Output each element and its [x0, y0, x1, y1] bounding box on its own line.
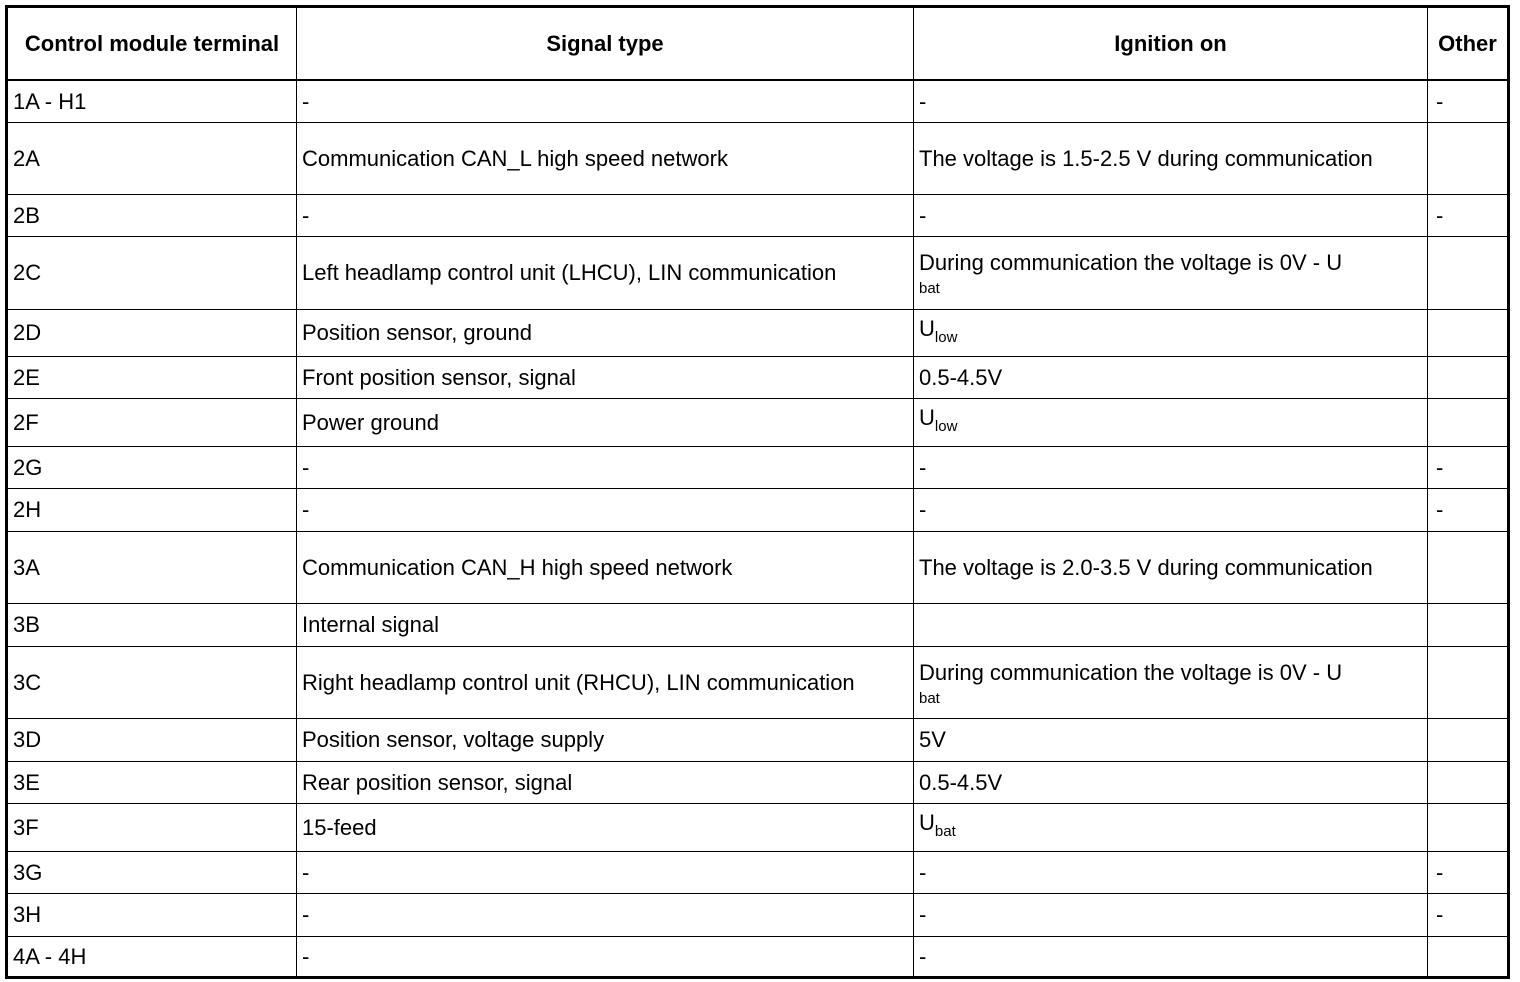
cell-ignition-on: -: [914, 851, 1428, 893]
cell-terminal: 2B: [7, 194, 297, 236]
cell-other: -: [1428, 80, 1509, 122]
cell-ignition-on: [914, 309, 1428, 356]
table-row: [7, 851, 1509, 893]
cell-other: [1428, 356, 1509, 398]
cell-ignition-on: 0.5-4.5V: [914, 761, 1428, 803]
terminal-table: [5, 5, 1510, 979]
cell-ignition-on: 5V: [914, 718, 1428, 761]
cell-other: [1428, 236, 1509, 309]
cell-other: [1428, 531, 1509, 603]
cell-other: [1428, 398, 1509, 446]
table-row: [7, 531, 1509, 603]
cell-signal-type: -: [297, 893, 914, 936]
cell-ignition-on: The voltage is 2.0-3.5 V during communication: [914, 531, 1428, 603]
table-row: [7, 398, 1509, 446]
ignition-value: During communication the voltage is 0V - U: [919, 250, 1343, 275]
cell-terminal: 3G: [7, 851, 297, 893]
cell-signal-type: -: [297, 446, 914, 488]
header-terminal: Control module terminal: [7, 7, 297, 81]
ignition-subscript: low: [934, 328, 958, 346]
ignition-subscript: bat: [919, 689, 940, 707]
cell-ignition-on: The voltage is 1.5-2.5 V during communication: [914, 122, 1428, 194]
cell-signal-type: -: [297, 488, 914, 531]
cell-ignition-on: [914, 803, 1428, 851]
table-row: [7, 603, 1509, 646]
cell-other: [1428, 803, 1509, 851]
cell-other: [1428, 309, 1509, 356]
cell-other: [1428, 603, 1509, 646]
table-row: [7, 309, 1509, 356]
table-row: [7, 122, 1509, 194]
cell-signal-type: Rear position sensor, signal: [297, 761, 914, 803]
cell-terminal: 2D: [7, 309, 297, 356]
header-row: [7, 7, 1509, 81]
cell-ignition-on: -: [914, 936, 1428, 977]
cell-signal-type: Power ground: [297, 398, 914, 446]
cell-other: -: [1428, 488, 1509, 531]
table-row: [7, 718, 1509, 761]
cell-terminal: 3C: [7, 646, 297, 718]
table-row: [7, 194, 1509, 236]
cell-terminal: 3E: [7, 761, 297, 803]
cell-other: -: [1428, 194, 1509, 236]
cell-terminal: 2A: [7, 122, 297, 194]
cell-other: -: [1428, 446, 1509, 488]
ignition-value: During communication the voltage is 0V - U: [919, 659, 1343, 685]
cell-other: [1428, 122, 1509, 194]
cell-terminal: 3A: [7, 531, 297, 603]
cell-terminal: 2F: [7, 398, 297, 446]
cell-terminal: 3B: [7, 603, 297, 646]
table-row: [7, 893, 1509, 936]
cell-ignition-on: [914, 236, 1428, 309]
cell-signal-type: Internal signal: [297, 603, 914, 646]
cell-signal-type: Position sensor, voltage supply: [297, 718, 914, 761]
table-row: [7, 936, 1509, 977]
header-signal-type: Signal type: [297, 7, 914, 81]
ignition-subscript: bat: [934, 823, 956, 840]
cell-ignition-on: [914, 398, 1428, 446]
cell-other: [1428, 646, 1509, 718]
table-row: [7, 356, 1509, 398]
cell-other: [1428, 718, 1509, 761]
cell-terminal: 4A - 4H: [7, 936, 297, 977]
cell-signal-type: -: [297, 80, 914, 122]
ignition-subscript: low: [934, 418, 958, 435]
cell-ignition-on: -: [914, 194, 1428, 236]
cell-terminal: 3D: [7, 718, 297, 761]
cell-signal-type: 15-feed: [297, 803, 914, 851]
cell-signal-type: Left headlamp control unit (LHCU), LIN communication: [297, 236, 914, 309]
cell-other: -: [1428, 851, 1509, 893]
cell-terminal: 3H: [7, 893, 297, 936]
cell-ignition-on: -: [914, 446, 1428, 488]
cell-other: [1428, 936, 1509, 977]
cell-terminal: 1A - H1: [7, 80, 297, 122]
cell-signal-type: Position sensor, ground: [297, 309, 914, 356]
cell-ignition-on: [914, 646, 1428, 718]
table-row: [7, 803, 1509, 851]
cell-ignition-on: 0.5-4.5V: [914, 356, 1428, 398]
cell-signal-type: -: [297, 194, 914, 236]
ignition-value: U: [919, 405, 935, 430]
table-row: [7, 488, 1509, 531]
ignition-value: U: [919, 810, 935, 835]
table-row: [7, 646, 1509, 718]
cell-terminal: 2G: [7, 446, 297, 488]
cell-terminal: 2E: [7, 356, 297, 398]
table-row: [7, 446, 1509, 488]
cell-other: [1428, 761, 1509, 803]
header-other: Other: [1428, 7, 1509, 81]
table-row: [7, 80, 1509, 122]
cell-ignition-on: -: [914, 893, 1428, 936]
cell-signal-type: Right headlamp control unit (RHCU), LIN communication: [297, 646, 914, 718]
ignition-value: U: [919, 315, 935, 341]
cell-terminal: 2H: [7, 488, 297, 531]
cell-signal-type: -: [297, 851, 914, 893]
cell-ignition-on: -: [914, 488, 1428, 531]
cell-ignition-on: -: [914, 80, 1428, 122]
cell-terminal: 3F: [7, 803, 297, 851]
header-ignition-on: Ignition on: [914, 7, 1428, 81]
cell-signal-type: -: [297, 936, 914, 977]
cell-signal-type: Front position sensor, signal: [297, 356, 914, 398]
table-row: [7, 761, 1509, 803]
cell-terminal: 2C: [7, 236, 297, 309]
table-row: [7, 236, 1509, 309]
cell-other: -: [1428, 893, 1509, 936]
cell-signal-type: Communication CAN_H high speed network: [297, 531, 914, 603]
cell-ignition-on: [914, 603, 1428, 646]
cell-signal-type: Communication CAN_L high speed network: [297, 122, 914, 194]
ignition-subscript: bat: [919, 280, 940, 297]
